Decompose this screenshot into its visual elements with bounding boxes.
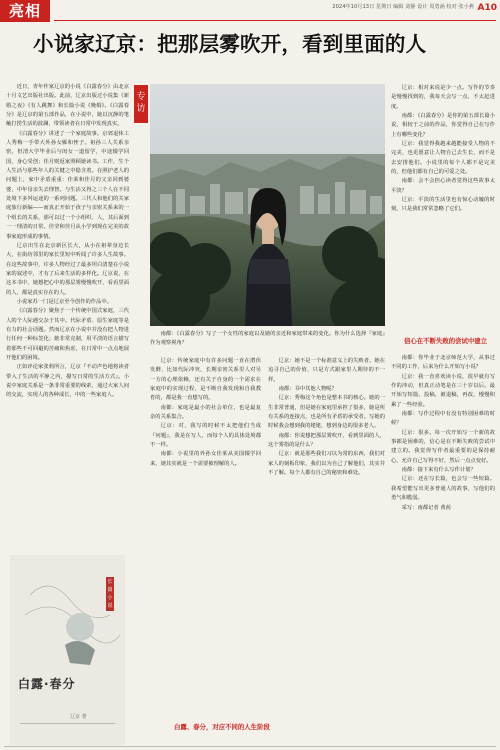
footer-rule — [4, 746, 496, 747]
paragraph: 正如评论家张莉所言，辽京『不动声色地将读者带入了生活的平静之内，描写日常的生活方式』。小说中家庭关系是一条非常重要的线索，通过大家人间的交流，实现人的各种成长，中的一些家庭人。 — [6, 364, 129, 399]
paragraph: 南都：你毕业于北京师范大学，从事过不同的工作，后来为什么开始写小说？ — [391, 355, 495, 371]
paragraph: 南都：书中其他人物呢？ — [278, 386, 337, 393]
paragraph: 辽京：平淡的生活里也有惊心动魄的时刻，只是我们常常忽略了它们。 — [391, 197, 495, 213]
book-genre-tag: 长篇小说 — [107, 579, 113, 609]
page-number: A10 — [477, 3, 497, 13]
paragraph: 南都：会不会担心读者觉得这些故事太平淡？ — [391, 178, 495, 194]
page-header — [0, 0, 500, 22]
header-info: 2024年10月13日 星期日 编辑 刘静 设计 周勇涵 校对 张小燕 — [332, 4, 474, 10]
book-author: 辽京 著 — [70, 714, 87, 720]
header-rule — [54, 20, 496, 21]
left-column — [6, 83, 129, 538]
right-column-1 — [391, 84, 495, 331]
paragraph: 辽京：就是那些我们习以为常的东西，我们对家人的刻板印象，我们以为自己了解他们，其实并不了解。每个人都有自己的秘密和难处。 — [268, 451, 385, 477]
paragraph: 南都：家庭是最小的社会单位，也是最复杂的关系集合。 — [150, 404, 261, 421]
paragraph: 辽京：还在写长篇，也会写一些短篇。我希望能写出更多普通人的故事，写他们的勇气和脆弱。 — [391, 476, 495, 502]
paragraph: 《白露春分》聚焦于一个传统中国式家庭，三代人的个人际遇交杂于其中。代际矛盾、原生家庭等是有力的社会话题。然而辽京在小说中并没有把人物进行任何一种标签化；她非常克制，用平淡的语言描写着那些不可回避的苦痛和焦虑，在日常中一点点地展开他们的困境。 — [6, 308, 129, 361]
paragraph: 辽京：很多。每一次开始写一个新的故事都是困难的，信心是在不断失败的尝试中建立的。我觉得写作者最重要的是保持耐心，允许自己写得不好，然后一点点变好。 — [391, 429, 495, 464]
paragraph: 辽京：我觉得我越来越能接受人物的不完美，也更愿意让人物自己去生长，而不是去安排他们。小说里的每个人都不是完美的，但他们都有自己的可爱之处。 — [391, 141, 495, 176]
paragraph: 南都：小说里的外孙女佳莱从美国辍学回来，她其实就是一个需要被理解的人。 — [150, 451, 261, 467]
paragraph: 辽京出生在北京新区长大，从小在祖辈身边长大，在街坊邻里的家长里短中听闻了许多人生故事。在这些故事中，许多人物经过了最多坦白清楚在小说家的叙述中，才有了后来生活的多样化。辽京说，在这本书中，她想把心中的那层雾慢慢吹开，看看里面的人，都是真实存在的人。 — [6, 242, 129, 296]
middle-column-2 — [268, 357, 385, 737]
paragraph: 南都：写作过程中有没有特别困难的时候？ — [391, 411, 495, 427]
paragraph: 辽京：秀梅这个角色是整本书的核心。她的一生非常普通，但是她在家庭里承担了很多，她是所有关系的连接点，也是所有矛盾的承受者。写她的时候我会想到我的姥姥，想到身边的很多老人。 — [268, 395, 385, 430]
headline: 小说家辽京：把那层雾吹开，看到里面的人 — [33, 32, 427, 56]
paragraph: 南都：你说想把那层雾吹开，看到里面的人，这个雾指的是什么？ — [268, 432, 385, 449]
paragraph: 《白露春分》讲述了一个家庭故事。京郊退休工人秀梅一手带大外孙女雁和侄子。祖孙三人关系亲密，但清大学毕业后与闺女一道留学，中途辍学回国，身心受创；佳月则返家照顾她读书。工作，生个人生活与那些年人的关键之中隐含着。在照护老人的问题上，家中矛盾重重：佳莱和佳月的父亲回到婆婆，中年母亲失去理智。与生活又得之三个人在不同处境下多舛运途的一系列问题。三代人和他们的关家庭旅行新编——而真正开始于孩子与亲密关系来的一个组长的关系，那可以过一个小组织、人，其后面到一一理清的日常。佳莹和佳月从小学到现在完美的故事家庭形成的事情。 — [6, 130, 129, 240]
right-column-2 — [391, 354, 495, 744]
byline: 采写：南都记者 黄茜 — [401, 504, 451, 511]
paragraph: 辽京：相对来说是少一点。写作的节奏是慢慢找到的，我每天会写一点，不太赶进度。 — [391, 85, 495, 110]
author-photo — [150, 84, 385, 326]
paragraph: 辽京：她不是一个标准意义上的失败者。她在追寻自己的价值，只是方式跟家里人期待的不一样。 — [268, 358, 385, 383]
paragraph: 辽京：对，我写的时候不太把他们当成『问题』，我是在写人，而每个人的具体处境都不一样。 — [150, 423, 261, 449]
paragraph: 近日，青年作家辽京的小说《白露春分》由北京十月文艺出版社出版。此前，辽京出版过小说集《新婚之夜》《有人跳舞》和长篇小说《晚婚》。《白露春分》是辽京的第五部作品，在小说中，她以沉静的笔触打捞生活的波澜，带领读者在日常中发现真实。 — [6, 84, 129, 128]
book-cover — [10, 555, 125, 745]
paragraph: 辽京：传统家庭中有许多问题一直在潜伏发酵，比如代际冲突，长期亲密关系里人对另一方的心理依赖，还有关于自身的一个需求在家庭中的实现过程，是不断自我发现和自我教育的，都是我一直想写的。 — [150, 358, 261, 402]
paragraph: 南都：《白露春分》是你的第五部长篇小说，相较于之前的作品，你觉得自己在写作上有哪些变化？ — [391, 113, 495, 138]
author-photo-image — [150, 84, 385, 326]
section-tag: 亮相 — [0, 0, 50, 22]
subheading-confidence: 信心在不断失败的尝试中建立 — [404, 337, 488, 345]
caption-text: 南都：《白露春分》写了一个女性的家庭以及她的亲近和家庭带来的变化。你为什么选择『家庭』作为观察视角？ — [150, 331, 385, 347]
photo-caption — [150, 330, 385, 348]
paragraph: 小说家苏一门是辽京至今创作的作品中。 — [16, 298, 112, 305]
interview-tag: 专访 — [134, 85, 148, 123]
paragraph: 辽京：我一直喜欢读小说，很早就有写作的冲动，但真正动笔是在三十岁以后。最开始写短篇，投稿，被退稿，再改，慢慢积累了一些经验。 — [391, 373, 495, 408]
book-title: 白露·春分 — [18, 677, 76, 691]
subheading-seasons: 白露、春分，对应不同的人生阶段 — [174, 723, 270, 731]
paragraph: 南都：接下来有什么写作计划？ — [401, 467, 476, 474]
middle-column-1 — [150, 357, 261, 721]
